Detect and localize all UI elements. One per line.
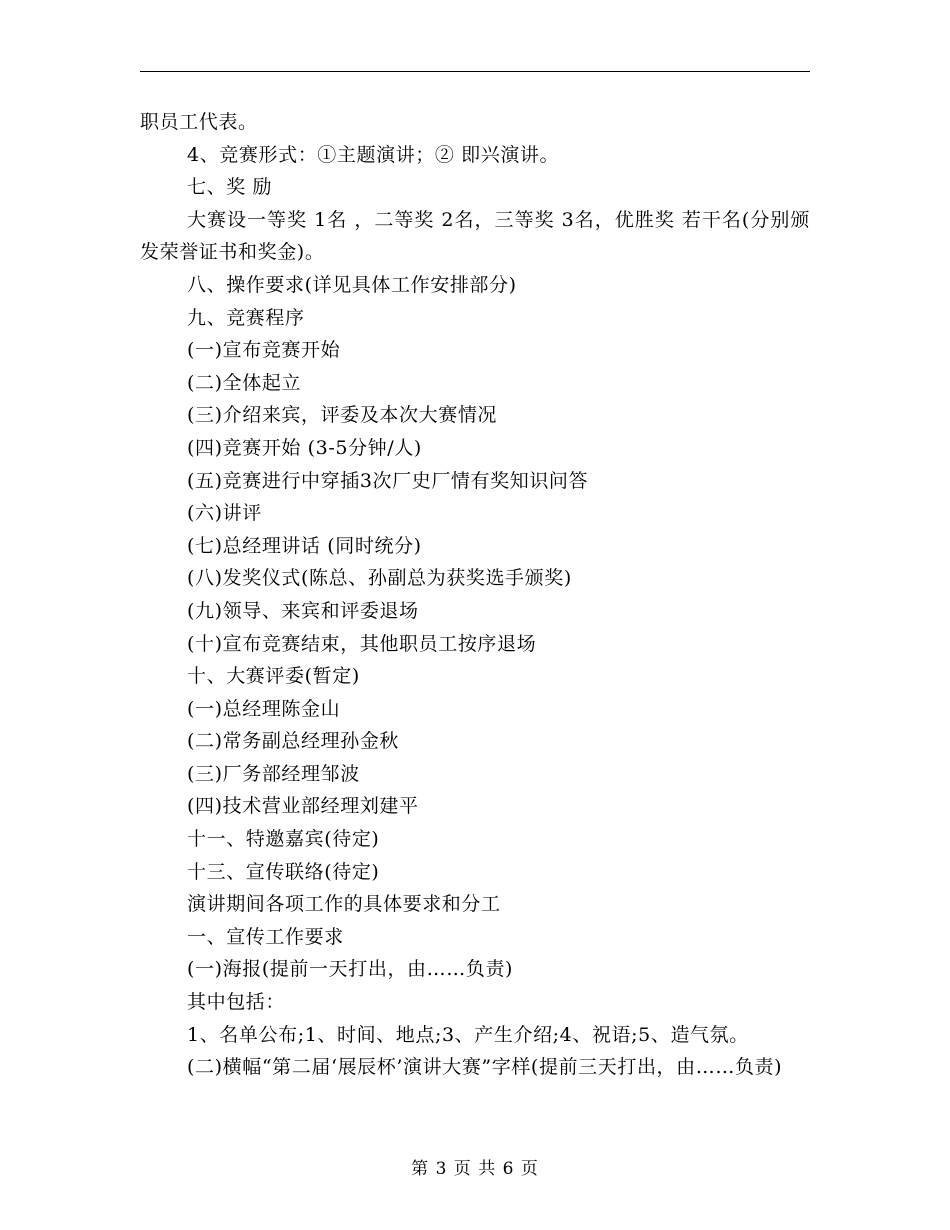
paragraph-line: (九)领导、来宾和评委退场 xyxy=(187,599,419,622)
header-rule xyxy=(140,71,810,72)
paragraph-line: (一)总经理陈金山 xyxy=(187,697,341,720)
paragraph-line: 职员工代表。 xyxy=(140,111,258,133)
paragraph-line: 十、大赛评委(暂定) xyxy=(187,665,360,688)
document-body xyxy=(140,106,810,1084)
paragraph-line: (一)宣布竞赛开始 xyxy=(187,339,341,362)
paragraph-line: (四)竞赛开始 (3-5分钟/人) xyxy=(187,436,422,459)
page-number: 第 3 页 共 6 页 xyxy=(411,1159,539,1179)
paragraph-line: (八)发奖仪式(陈总、孙副总为获奖选手颁奖) xyxy=(187,567,572,590)
paragraph-line: (十)宣布竞赛结束，其他职员工按序退场 xyxy=(187,632,537,655)
paragraph-line: 一、宣传工作要求 xyxy=(187,925,344,948)
paragraph-line: (一)海报(提前一天打出，由……负责) xyxy=(187,958,514,981)
paragraph-line: (二)全体起立 xyxy=(187,371,302,394)
paragraph-line: 其中包括： xyxy=(187,991,286,1014)
paragraph-line: 八、操作要求(详见具体工作安排部分) xyxy=(187,273,517,296)
paragraph-line: 九、竞赛程序 xyxy=(187,306,305,329)
paragraph-line: (四)技术营业部经理刘建平 xyxy=(187,795,419,818)
paragraph-line: (六)讲评 xyxy=(187,502,262,525)
paragraph-line: (七)总经理讲话 (同时统分) xyxy=(187,534,422,557)
paragraph-line: 十三、宣传联络(待定) xyxy=(187,860,380,883)
paragraph-line: (二)常务副总经理孙金秋 xyxy=(187,730,400,753)
paragraph-line: (三)厂务部经理邹波 xyxy=(187,762,360,785)
paragraph-line: 七、奖 励 xyxy=(187,176,273,199)
paragraph-line: 1、名单公布;1、时间、地点;3、产生介绍;4、祝语;5、造气氛。 xyxy=(187,1023,749,1046)
paragraph-line: 十一、特邀嘉宾(待定) xyxy=(187,828,380,851)
paragraph-line: (二)横幅“第二届‘展辰杯’演讲大赛”字样(提前三天打出，由……负责) xyxy=(187,1056,783,1079)
paragraph-line: 大赛设一等奖 1名 ，二等奖 2名，三等奖 3名，优胜奖 若干名(分别颁发荣誉证书和奖金)。 xyxy=(140,208,810,264)
paragraph-line: 演讲期间各项工作的具体要求和分工 xyxy=(187,893,501,916)
paragraph-line: (三)介绍来宾，评委及本次大赛情况 xyxy=(187,404,498,427)
paragraph-line: (五)竞赛进行中穿插3次厂史厂情有奖知识问答 xyxy=(187,469,589,492)
paragraph-line: 4、竞赛形式：①主题演讲；② 即兴演讲。 xyxy=(187,143,560,166)
